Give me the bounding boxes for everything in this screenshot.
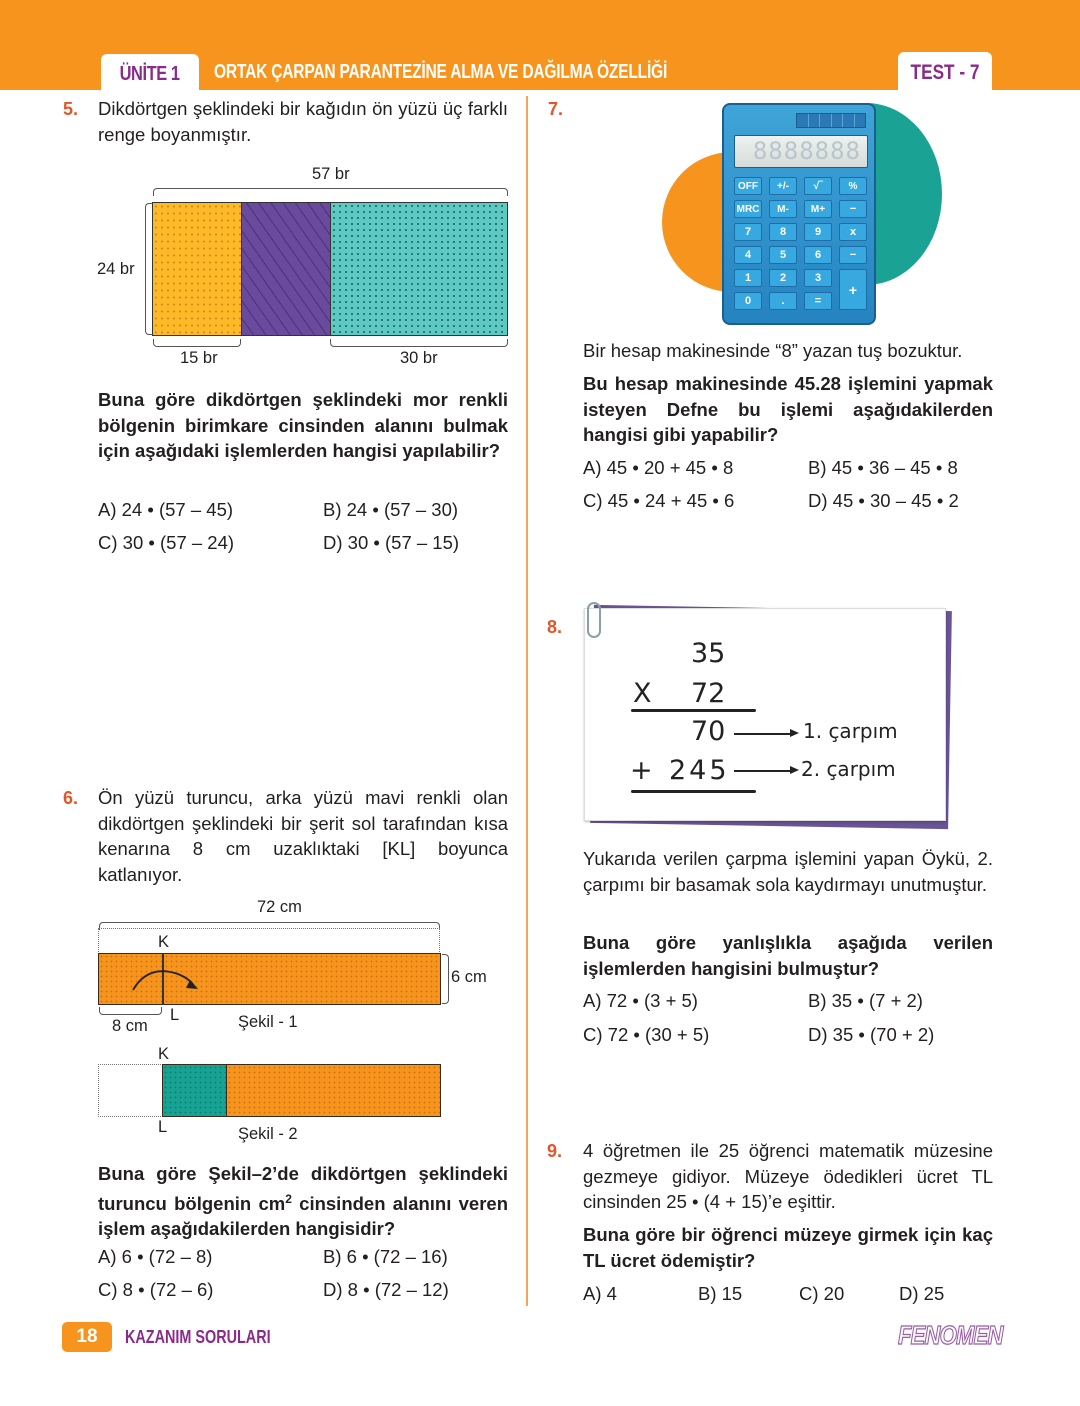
q7-intro: Bir hesap makinesinde “8” yazan tuş bozuktur. (583, 340, 963, 361)
q9-option-c[interactable]: C) 20 (799, 1283, 845, 1304)
q5-option-b[interactable]: B) 24 • (57 – 30) (323, 499, 459, 520)
calc-key-mrc: MRC (734, 200, 762, 218)
q6-offset-brace (99, 1007, 162, 1015)
q6-shape2-orange-region (226, 1064, 441, 1117)
calc-key-3: 3 (804, 269, 832, 287)
q5-option-c[interactable]: C) 30 • (57 – 24) (98, 532, 235, 553)
q7-option-d[interactable]: D) 45 • 30 – 45 • 2 (808, 490, 959, 511)
calc-key-2: 2 (769, 269, 797, 287)
page-number: 18 (62, 1322, 112, 1352)
calculator-illustration (722, 103, 876, 325)
times-sign: X (633, 678, 652, 709)
q8-prompt: Buna göre yanlışlıkla aşağıda verilen işlemlerden hangisini bulmuştur? (583, 932, 993, 979)
q6-length-label: 72 cm (257, 898, 302, 916)
q5-bottom-left-label: 15 br (180, 349, 218, 367)
calculator-keypad (734, 177, 868, 310)
q6-point-k-2: K (158, 1045, 170, 1063)
q6-prompt (98, 1161, 508, 1242)
footer-section-label: KAZANIM SORULARI (125, 1327, 271, 1347)
q5-top-brace (153, 188, 508, 196)
test-tab (898, 52, 992, 94)
q8-option-c[interactable]: C) 72 • (30 + 5) (583, 1024, 710, 1045)
q6-shape2-caption: Şekil - 2 (238, 1125, 298, 1143)
q6-option-b[interactable]: B) 6 • (72 – 16) (323, 1246, 448, 1267)
arrow-right-icon (790, 766, 799, 774)
q5-bottom-right-label: 30 br (400, 349, 438, 367)
q6-folded-outline (98, 1064, 163, 1117)
q8-option-d[interactable]: D) 35 • (70 + 2) (808, 1024, 935, 1045)
partial-product-2: 245 (669, 755, 730, 786)
solar-panel-icon (796, 113, 866, 128)
q6-guide-lines (98, 928, 440, 954)
q9-option-b[interactable]: B) 15 (698, 1283, 743, 1304)
column-divider (526, 96, 528, 1306)
calc-key-4: 4 (734, 246, 762, 264)
q8-option-b[interactable]: B) 35 • (7 + 2) (808, 990, 923, 1011)
q7-option-c[interactable]: C) 45 • 24 + 45 • 6 (583, 490, 735, 511)
q6-option-d[interactable]: D) 8 • (72 – 12) (323, 1279, 449, 1300)
page-title: ORTAK ÇARPAN PARANTEZİNE ALMA VE DAĞILMA ÖZELLİĞİ (214, 61, 668, 83)
q6-height-label: 6 cm (451, 968, 487, 986)
q7-option-a[interactable]: A) 45 • 20 + 45 • 8 (583, 457, 734, 478)
q6-prompt-part1: Buna göre Şekil–2’de dikdörtgen şeklindeki turuncu bölgenin cm (98, 1163, 508, 1214)
multiplicand: 35 (691, 638, 726, 669)
calc-key-sqrt: √‾ (804, 177, 832, 195)
q6-height-brace (442, 954, 449, 1004)
calculator-display: 8888888 (734, 135, 868, 168)
q6-option-a[interactable]: A) 6 • (72 – 8) (98, 1246, 213, 1267)
brand-logo: FENOMEN (898, 1320, 1003, 1350)
q6-point-k-1: K (158, 933, 170, 951)
calc-key-equals: = (804, 292, 832, 310)
q5-prompt: Buna göre dikdörtgen şeklindeki mor renkli bölgenin birimkare cinsinden alanını bulmak için aşağıdaki işlemlerden hangisi yapılabilir? (98, 389, 508, 461)
q8-intro: Yukarıda verilen çarpma işlemini yapan Öykü, 2. çarpımı bir basamak sola kaydırmayı unutmuştur. (583, 848, 993, 895)
fold-arrow-icon (128, 964, 200, 994)
q5-left-brace (145, 203, 152, 335)
arrow-1-line (734, 733, 792, 735)
question-number-8: 8. (547, 617, 563, 637)
calc-key-0: 0 (734, 292, 762, 310)
q6-shape1-caption: Şekil - 1 (238, 1013, 298, 1031)
paperclip-icon (587, 602, 601, 638)
question-number-9: 9. (547, 1141, 563, 1161)
q5-bottom-left-brace (153, 339, 241, 347)
q6-shape2-teal-region (162, 1064, 227, 1117)
calc-key-m-plus: M+ (804, 200, 832, 218)
question-number-7: 7. (548, 99, 564, 119)
q7-option-b[interactable]: B) 45 • 36 – 45 • 8 (808, 457, 958, 478)
q6-intro: Ön yüzü turuncu, arka yüzü mavi renkli olan dikdörtgen şeklindeki bir şerit sol tarafından kısa kenarına 8 cm uzaklıktaki [KL] boyunca katlanıyor. (98, 787, 508, 885)
q9-option-d[interactable]: D) 25 (899, 1283, 945, 1304)
test-label: TEST - 7 (910, 61, 980, 84)
multiplier: 72 (691, 678, 726, 709)
partial-product-1: 70 (691, 716, 726, 747)
plus-sign: + (630, 755, 653, 786)
multiplication-line (631, 709, 756, 712)
calc-key-1: 1 (734, 269, 762, 287)
calc-key-9: 9 (804, 223, 832, 241)
calc-key-plus-minus: +/- (769, 177, 797, 195)
q6-point-l-1: L (170, 1006, 180, 1024)
q6-prompt-superscript: 2 (285, 1191, 292, 1206)
arrow-2-line (734, 770, 792, 772)
calc-key-off: OFF (734, 177, 762, 195)
calc-key-8: 8 (769, 223, 797, 241)
q6-point-l-2: L (158, 1118, 168, 1136)
unit-label: ÜNİTE 1 (119, 62, 181, 85)
question-number-6: 6. (63, 788, 79, 808)
q9-option-a[interactable]: A) 4 (583, 1283, 617, 1304)
partial-product-2-label: 2. çarpım (801, 757, 896, 781)
q5-rectangle-figure (152, 202, 508, 336)
q5-intro: Dikdörtgen şeklindeki bir kağıdın ön yüzü üç farklı renge boyanmıştır. (98, 98, 508, 145)
q6-option-c[interactable]: C) 8 • (72 – 6) (98, 1279, 214, 1300)
calc-key-multiply: x (839, 223, 867, 241)
q7-prompt: Bu hesap makinesinde 45.28 işlemini yapmak isteyen Defne bu işlemi aşağıdakilerden hangisi gibi yapabilir? (583, 373, 993, 445)
q9-intro: 4 öğretmen ile 25 öğrenci matematik müzesine gezmeye gidiyor. Müzeye ödedikleri ücret TL cinsinden 25 • (4 + 15)’e eşittir. (583, 1140, 993, 1212)
q6-prompt-part2: cinsinden alanını veren işlem aşağıdakilerden hangisidir? (98, 1192, 508, 1240)
question-number-5: 5. (63, 99, 79, 119)
q9-prompt: Buna göre bir öğrenci müzeye girmek için kaç TL ücret ödemiştir? (583, 1224, 993, 1271)
q5-top-label: 57 br (312, 165, 350, 183)
calc-key-7: 7 (734, 223, 762, 241)
calc-key-plus: + (839, 269, 867, 310)
arrow-right-icon (790, 729, 799, 737)
q6-offset-label: 8 cm (112, 1017, 148, 1035)
partial-product-1-label: 1. çarpım (803, 719, 898, 743)
calc-key-minus: − (839, 246, 867, 264)
q5-teal-region (331, 203, 507, 335)
q8-option-a[interactable]: A) 72 • (3 + 5) (583, 990, 698, 1011)
unit-tab (101, 54, 199, 94)
sum-line (631, 790, 756, 793)
calc-key-decimal: . (769, 292, 797, 310)
calc-key-6: 6 (804, 246, 832, 264)
q5-option-a[interactable]: A) 24 • (57 – 45) (98, 499, 234, 520)
q5-option-d[interactable]: D) 30 • (57 – 15) (323, 532, 460, 553)
calc-key-percent: % (839, 177, 867, 195)
q5-bottom-right-brace (330, 339, 508, 347)
calc-key-5: 5 (769, 246, 797, 264)
calc-key-m-minus: M- (769, 200, 797, 218)
q5-left-label: 24 br (97, 260, 135, 278)
q5-purple-region (242, 203, 331, 335)
q5-yellow-region (153, 203, 242, 335)
calc-key-divide: − (839, 200, 867, 218)
